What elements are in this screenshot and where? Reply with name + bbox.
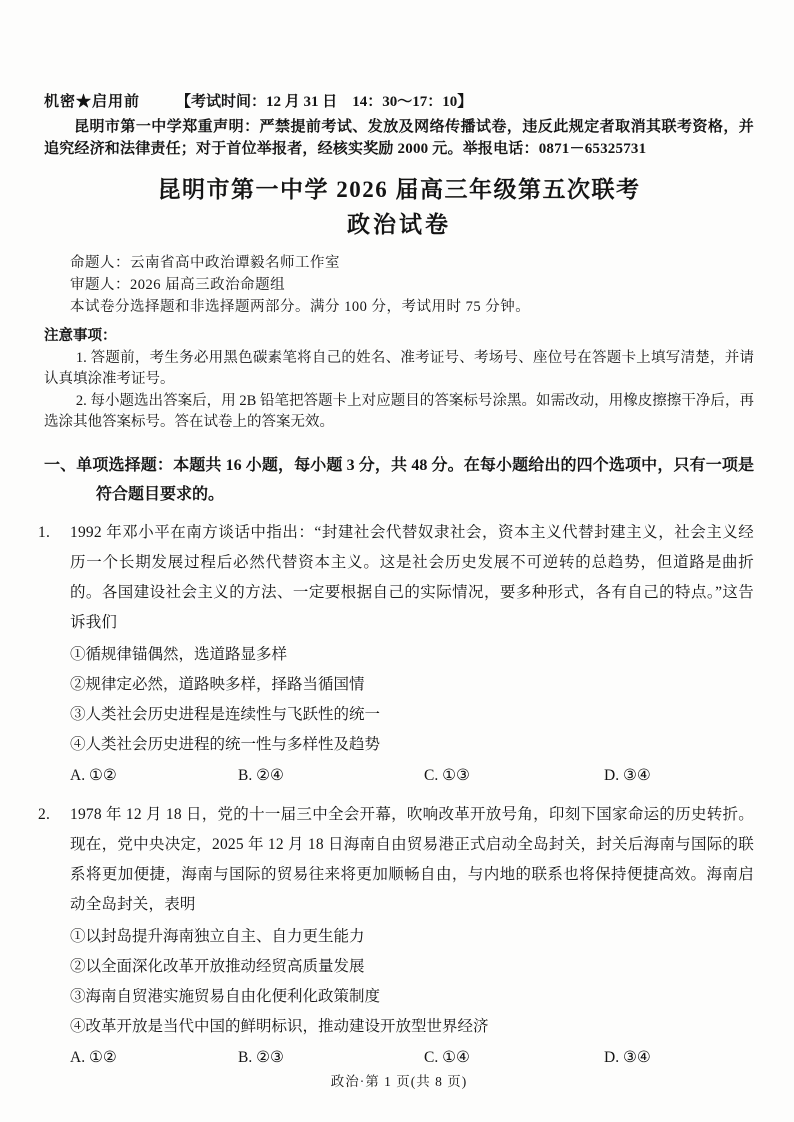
question-1-stem (38, 518, 754, 638)
question-2-statements (44, 922, 754, 1042)
exam-title: 昆明市第一中学 2026 届高三年级第五次联考 (157, 177, 641, 202)
statement-item: ③人类社会历史进程是连续性与飞跃性的统一 (70, 706, 381, 723)
choice-b: B. ②④ (238, 767, 284, 784)
choice-d: D. ③④ (604, 1049, 651, 1066)
question-2 (38, 800, 754, 1073)
statement-item: ①以封岛提升海南独立自主、自力更生能力 (70, 928, 365, 945)
notice-heading: 注意事项： (44, 328, 117, 344)
question-1-choices (44, 761, 754, 791)
section-one-heading: 一、单项选择题：本题共 16 小题，每小题 3 分，共 48 分。在每小题给出的四个选项中，只有一项是符合题目要求的。 (44, 457, 754, 503)
question-2-number: 2. (38, 806, 51, 823)
reviewer-line: 审题人：2026 届高三政治命题组 (70, 277, 286, 293)
page-footer: 政治·第 1 页(共 8 页) (330, 1074, 468, 1089)
paper-structure-line: 本试卷分选择题和非选择题两部分。满分 100 分，考试用时 75 分钟。 (70, 299, 531, 315)
top-header-line (44, 92, 754, 113)
notice-item-1: 1. 答题前，考生务必用黑色碳素笔将自己的姓名、准考证号、考场号、座位号在答题卡上填写清楚，并请认真填涂准考证号。 (44, 350, 754, 387)
choice-d: D. ③④ (604, 767, 651, 784)
exam-time-label: 【考试时间：12 月 31 日 14：30～17：10】 (176, 94, 473, 110)
exam-subject-title: 政治试卷 (347, 212, 451, 237)
statement-item: ④改革开放是当代中国的鲜明标识，推动建设开放型世界经济 (70, 1018, 489, 1035)
notice-block (44, 318, 754, 434)
question-1-number: 1. (38, 524, 51, 541)
statement-item: ②规律定必然，道路映多样，择路当循国情 (70, 676, 365, 693)
choice-c: C. ①④ (424, 1049, 470, 1066)
notice-item-2: 2. 每小题选出答案后，用 2B 铅笔把答题卡上对应题目的答案标号涂黑。如需改动，用橡皮擦擦干净后，再选涂其他答案标号。答在试卷上的答案无效。 (44, 393, 754, 430)
question-2-choices (44, 1043, 754, 1073)
question-1-statements (44, 640, 754, 760)
question-2-stem-text: 1978 年 12 月 18 日，党的十一届三中全会开幕，吹响改革开放号角，印刻下国家命运的历史转折。现在，党中央决定，2025 年 12 月 18 日海南自由贸易港正式启动全岛封关，封关后海南与国际的联系将更加便捷，海南与国际的贸易往来将更加顺畅自由，与内地的联系也将保持便捷高效。海南启动全岛封关，表明 (70, 806, 754, 913)
statement-item: ②以全面深化改革开放推动经贸高质量发展 (70, 958, 365, 975)
statement-item: ①循规律锚偶然，选道路显多样 (70, 646, 288, 663)
choice-a: A. ①② (70, 1049, 117, 1066)
proposer-line: 命题人：云南省高中政治谭毅名师工作室 (70, 255, 340, 271)
question-1-stem-text: 1992 年邓小平在南方谈话中指出：“封建社会代替奴隶社会，资本主义代替封建主义，社会主义经历一个长期发展过程后必然代替资本主义。这是社会历史发展不可逆转的总趋势，但道路是曲折的。各国建设社会主义的方法、一定要根据自己的实际情况，要多种形式，各有自己的特点。”这告诉我们 (70, 524, 754, 631)
choice-a: A. ①② (70, 767, 117, 784)
question-2-stem (38, 800, 754, 920)
choice-b: B. ②③ (238, 1049, 284, 1066)
question-1 (38, 518, 754, 791)
school-declaration: 昆明市第一中学郑重声明：严禁提前考试、发放及网络传播试卷，违反此规定者取消其联考资格，并追究经济和法律责任；对于首位举报者，经核实奖励 2000 元。举报电话：0871－65325731 (44, 119, 754, 157)
statement-item: ③海南自贸港实施贸易自由化便利化政策制度 (70, 988, 381, 1005)
choice-c: C. ①③ (424, 767, 470, 784)
secrecy-label: 机密★启用前 (44, 94, 141, 110)
statement-item: ④人类社会历史进程的统一性与多样性及趋势 (70, 736, 381, 753)
